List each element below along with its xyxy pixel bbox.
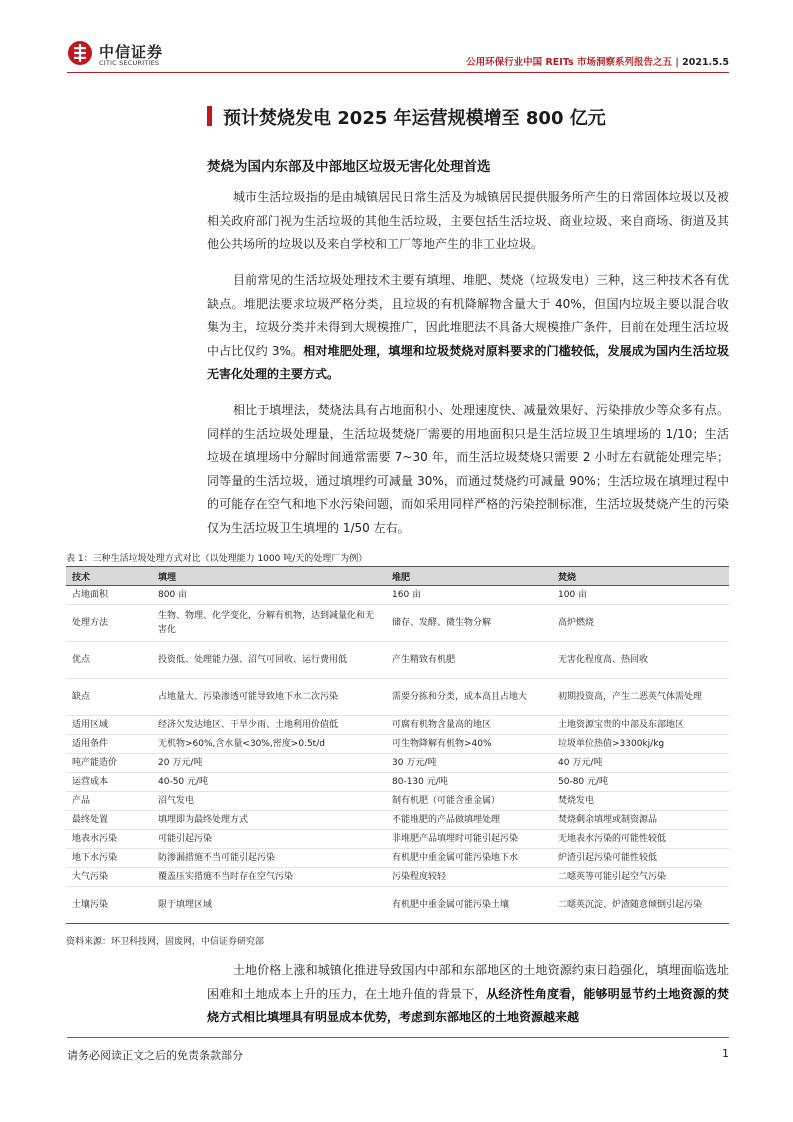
table-cell: 制有机肥（可能含重金属） <box>386 792 552 811</box>
comparison-table <box>66 566 729 924</box>
table-cell: 50-80 元/吨 <box>552 773 729 792</box>
table-cell: 占地量大、污染渗透可能导致地下水二次污染 <box>152 679 386 716</box>
table-cell: 处理方法 <box>66 605 152 642</box>
paragraph-4-text: 土地价格上涨和城镇化推进导致国内中部和东部地区的土地资源约束日趋强化，填埋面临选址困难和土地成本上升的压力，在土地升值的背景下， <box>207 963 729 1001</box>
table-cell: 无机物>60%,含水量<30%,密度>0.5t/d <box>152 735 386 754</box>
table-cell: 非堆肥产品填埋时可能引起污染 <box>386 830 552 849</box>
table-source-note: 资料来源：环卫科技网，固废网，中信证券研究部 <box>66 937 265 947</box>
table-cell: 防渗漏措施不当可能引起污染 <box>152 849 386 868</box>
table-cell: 缺点 <box>66 679 152 716</box>
table-cell: 地表水污染 <box>66 830 152 849</box>
logo-english-name: CITIC SECURITIES <box>99 59 160 67</box>
table-cell: 填埋即为最终处理方式 <box>152 811 386 830</box>
header-rule <box>67 72 729 73</box>
table-cell: 80-130 元/吨 <box>386 773 552 792</box>
table-cell: 二噁英沉淀、炉渣随意倾倒引起污染 <box>552 887 729 924</box>
table-cell: 20 万元/吨 <box>152 754 386 773</box>
table-cell: 产生精致有机肥 <box>386 642 552 679</box>
table-cell: 40-50 元/吨 <box>152 773 386 792</box>
table-row <box>66 830 729 849</box>
table-cell: 可能引起污染 <box>152 830 386 849</box>
table-cell: 运营成本 <box>66 773 152 792</box>
footer-rule <box>67 1037 729 1038</box>
paragraph-4-highlight: 从经济性角度看，能够明显节约土地资源的焚烧方式相比填埋具有明显成本优势，考虑到东部地区的土地资源越来越 <box>207 986 729 1024</box>
table-cell: 地下水污染 <box>66 849 152 868</box>
table-cell: 炉渣引起污染可能性较低 <box>552 849 729 868</box>
table-cell: 不能堆肥的产品做填埋处理 <box>386 811 552 830</box>
table-cell: 需要分拣和分类，成本高且占地大 <box>386 679 552 716</box>
table-header-cell: 技术 <box>66 567 152 586</box>
table-header-cell: 填埋 <box>152 567 386 586</box>
paragraph-4 <box>207 959 729 1030</box>
table-row <box>66 679 729 716</box>
table-cell: 有机肥中重金属可能污染土壤 <box>386 887 552 924</box>
paragraph-1: 城市生活垃圾指的是由城镇居民日常生活及为城镇居民提供服务所产生的日常固体垃圾以及被相关政府部门视为生活垃圾的其他生活垃圾，主要包括生活垃圾、商业垃圾、来自商场、街道及其他公共场所的垃圾以及来自学校和工厂等地产生的非工业垃圾。 <box>207 190 729 251</box>
table-cell: 生物、物理、化学变化，分解有机物，达到减量化和无害化 <box>152 605 386 642</box>
table-cell: 有机肥中重金属可能污染地下水 <box>386 849 552 868</box>
table-row <box>66 735 729 754</box>
table-cell: 初期投资高，产生二恶英气体需处理 <box>552 679 729 716</box>
table-cell: 适用区域 <box>66 716 152 735</box>
table-row <box>66 849 729 868</box>
table-row <box>66 754 729 773</box>
table-cell: 适用条件 <box>66 735 152 754</box>
table-row <box>66 716 729 735</box>
paragraph-3: 相比于填埋法，焚烧法具有占地面积小、处理速度快、减量效果好、污染排放少等众多有点。同样的生活垃圾处理量，生活垃圾焚烧厂需要的用地面积只是生活垃圾卫生填埋场的 1/10；生活垃圾在填埋场中分解时间通常需要 7~30 年，而生活垃圾焚烧只需要 2 小时左右就能处理完毕；同等量的生活垃圾，通过填埋约可减量 30%，而通过焚烧约可减量 90%；生活垃圾在填埋过程中的可能存在空气和地下水污染问题，而如采用同样严格的污染控制标准，生活垃圾焚烧产生的污染仅为生活垃圾卫生填埋的 1/50 左右。 <box>207 403 729 535</box>
table-cell: 800 亩 <box>152 586 386 605</box>
table-cell: 40 万元/吨 <box>552 754 729 773</box>
table-cell: 覆盖压实措施不当时存在空气污染 <box>152 868 386 887</box>
table-header-row <box>66 567 729 586</box>
table-cell: 产品 <box>66 792 152 811</box>
table-cell: 焚烧剩余填埋或制资源品 <box>552 811 729 830</box>
comparison-table-wrapper <box>66 566 729 924</box>
table-cell: 二噁英等可能引起空气污染 <box>552 868 729 887</box>
table-row <box>66 792 729 811</box>
paragraph-2-highlight: 相对堆肥处理，填埋和垃圾焚烧对原料要求的门槛较低，发展成为国内生活垃圾无害化处理的主要方式。 <box>207 343 729 381</box>
table-cell: 100 亩 <box>552 586 729 605</box>
table-cell: 经济欠发达地区、干旱少雨、土地利用价值低 <box>152 716 386 735</box>
table-cell: 最终处置 <box>66 811 152 830</box>
report-series: 公用环保行业中国 REITs 市场洞察系列报告之五 <box>466 57 672 68</box>
table-header-cell: 堆肥 <box>386 567 552 586</box>
table-row <box>66 811 729 830</box>
table-row <box>66 868 729 887</box>
header-divider: | <box>675 57 679 68</box>
paragraph-2 <box>207 269 729 387</box>
citic-logo <box>67 38 187 72</box>
table-row <box>66 605 729 642</box>
table-cell: 无害化程度高、热回收 <box>552 642 729 679</box>
table-cell: 无地表水污染的可能性较低 <box>552 830 729 849</box>
table-cell: 可生物降解有机物>40% <box>386 735 552 754</box>
table-cell: 沼气发电 <box>152 792 386 811</box>
table-cell: 大气污染 <box>66 868 152 887</box>
table-cell: 垃圾单位热值>3300kj/kg <box>552 735 729 754</box>
table-row <box>66 586 729 605</box>
table-caption: 表 1：三种生活垃圾处理方式对比（以处理能力 1000 吨/天的处理厂为例） <box>66 554 368 564</box>
footer-disclaimer: 请务必阅读正文之后的免责条款部分 <box>67 1049 243 1062</box>
table-cell: 焚烧发电 <box>552 792 729 811</box>
logo-chinese-name: 中信证券 <box>99 43 164 61</box>
table-cell: 可腐有机物含量高的地区 <box>386 716 552 735</box>
table-cell: 高炉燃烧 <box>552 605 729 642</box>
table-cell: 30 万元/吨 <box>386 754 552 773</box>
page-number: 1 <box>722 1047 729 1060</box>
table-header-cell: 焚烧 <box>552 567 729 586</box>
subsection-heading: 焚烧为国内东部及中部地区垃圾无害化处理首选 <box>207 159 491 175</box>
table-cell: 160 亩 <box>386 586 552 605</box>
table-cell: 土壤污染 <box>66 887 152 924</box>
section-title-text: 预计焚烧发电 2025 年运营规模增至 800 亿元 <box>223 108 606 129</box>
table-cell: 污染程度较轻 <box>386 868 552 887</box>
table-cell: 限于填埋区域 <box>152 887 386 924</box>
table-cell: 土地资源宝贵的中部及东部地区 <box>552 716 729 735</box>
paragraph-2-text: 目前常见的生活垃圾处理技术主要有填埋、堆肥、焚烧（垃圾发电）三种，这三种技术各有优缺点。堆肥法要求垃圾严格分类，且垃圾的有机降解物含量大于 40%，但国内垃圾主要以混合收集为主，垃圾分类并未得到大规模推广，因此堆肥法不具备大规模推广条件，目前在处理生活垃圾中占比仅约 3%。 <box>207 273 729 358</box>
report-date: 2021.5.5 <box>682 57 729 68</box>
table-cell: 占地面积 <box>66 586 152 605</box>
citic-logo-icon <box>67 40 93 66</box>
section-title <box>207 104 606 130</box>
table-cell: 储存、发酵、微生物分解 <box>386 605 552 642</box>
table-row <box>66 642 729 679</box>
table-row <box>66 773 729 792</box>
table-row <box>66 887 729 924</box>
table-cell: 吨产能造价 <box>66 754 152 773</box>
header-report-info <box>466 54 729 68</box>
page-header <box>67 38 729 72</box>
table-cell: 投资低、处理能力强、沼气可回收、运行费用低 <box>152 642 386 679</box>
table-cell: 优点 <box>66 642 152 679</box>
